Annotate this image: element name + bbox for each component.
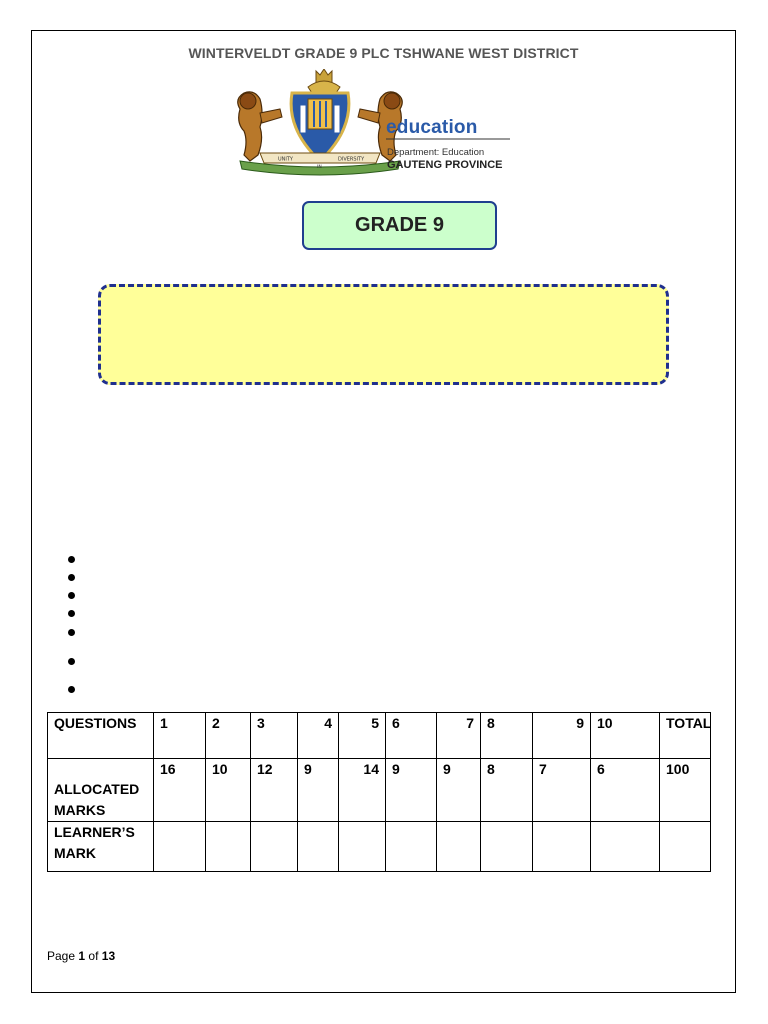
allocated-mark-cell: 9 <box>437 759 481 822</box>
allocated-total-cell: 100 <box>660 759 711 822</box>
motto-text-in: IN <box>317 165 322 170</box>
allocated-mark-cell: 8 <box>481 759 533 822</box>
footer-of-word: of <box>88 949 99 963</box>
learner-mark-header-cell <box>48 822 154 872</box>
bullet-point <box>68 556 75 563</box>
allocated-mark-cell: 16 <box>154 759 206 822</box>
question-number-cell: 6 <box>386 713 437 759</box>
bullet-point <box>68 592 75 599</box>
gauteng-education-logo <box>220 69 520 181</box>
questions-header-cell: QUESTIONS <box>48 713 154 759</box>
learner-mark-cell[interactable] <box>251 822 298 872</box>
table-row-allocated-marks <box>48 759 711 822</box>
learner-mark-cell[interactable] <box>206 822 251 872</box>
learner-mark-cell[interactable] <box>591 822 660 872</box>
learner-mark-cell[interactable] <box>386 822 437 872</box>
question-number-cell: 5 <box>339 713 386 759</box>
grade-label-box: GRADE 9 <box>302 201 497 250</box>
allocated-mark-cell: 7 <box>533 759 591 822</box>
question-number-cell: 4 <box>298 713 339 759</box>
logo-province-text: GAUTENG PROVINCE <box>387 159 503 171</box>
question-number-cell: 7 <box>437 713 481 759</box>
learner-total-cell[interactable] <box>660 822 711 872</box>
learner-mark-cell[interactable] <box>339 822 386 872</box>
page-header-title: WINTERVELDT GRADE 9 PLC TSHWANE WEST DISTRICT <box>188 45 579 61</box>
motto-text-diversity: DIVERSITY <box>338 156 365 163</box>
learner-mark-cell[interactable] <box>481 822 533 872</box>
question-number-cell: 3 <box>251 713 298 759</box>
bullet-point <box>68 686 75 693</box>
allocated-label-line: ALLOCATED <box>54 781 140 797</box>
table-row-learner-mark <box>48 822 711 872</box>
footer-page-number: 1 <box>78 949 86 963</box>
bullet-point <box>68 658 75 665</box>
question-number-cell: 1 <box>154 713 206 759</box>
allocated-mark-cell: 9 <box>298 759 339 822</box>
bullet-point <box>68 574 75 581</box>
total-header-cell: TOTAL <box>660 713 711 759</box>
allocated-mark-cell: 9 <box>386 759 437 822</box>
question-number-cell: 10 <box>591 713 660 759</box>
allocated-mark-cell: 10 <box>206 759 251 822</box>
bullet-point <box>68 610 75 617</box>
allocated-label-line: MARKS <box>54 802 106 818</box>
learner-label-line: MARK <box>54 845 96 861</box>
allocated-mark-cell: 6 <box>591 759 660 822</box>
allocated-marks-header-cell <box>48 759 154 822</box>
subject-title-box <box>98 284 669 385</box>
exam-cover-page <box>31 30 736 993</box>
learner-mark-cell[interactable] <box>298 822 339 872</box>
question-number-cell: 8 <box>481 713 533 759</box>
question-number-cell: 9 <box>533 713 591 759</box>
logo-department-text: Department: Education <box>387 147 485 158</box>
bullet-point <box>68 629 75 636</box>
logo-education-word: education <box>386 117 478 138</box>
learner-label-line: LEARNER’S <box>54 824 135 840</box>
learner-mark-cell[interactable] <box>154 822 206 872</box>
allocated-mark-cell: 14 <box>339 759 386 822</box>
allocated-mark-cell: 12 <box>251 759 298 822</box>
learner-mark-cell[interactable] <box>437 822 481 872</box>
page-footer <box>47 949 115 963</box>
learner-mark-cell[interactable] <box>533 822 591 872</box>
table-row-questions <box>48 713 711 759</box>
motto-text-unity: UNITY <box>278 156 293 163</box>
footer-page-total: 13 <box>101 949 116 963</box>
footer-page-word: Page <box>47 949 76 963</box>
marks-table <box>47 712 711 872</box>
question-number-cell: 2 <box>206 713 251 759</box>
